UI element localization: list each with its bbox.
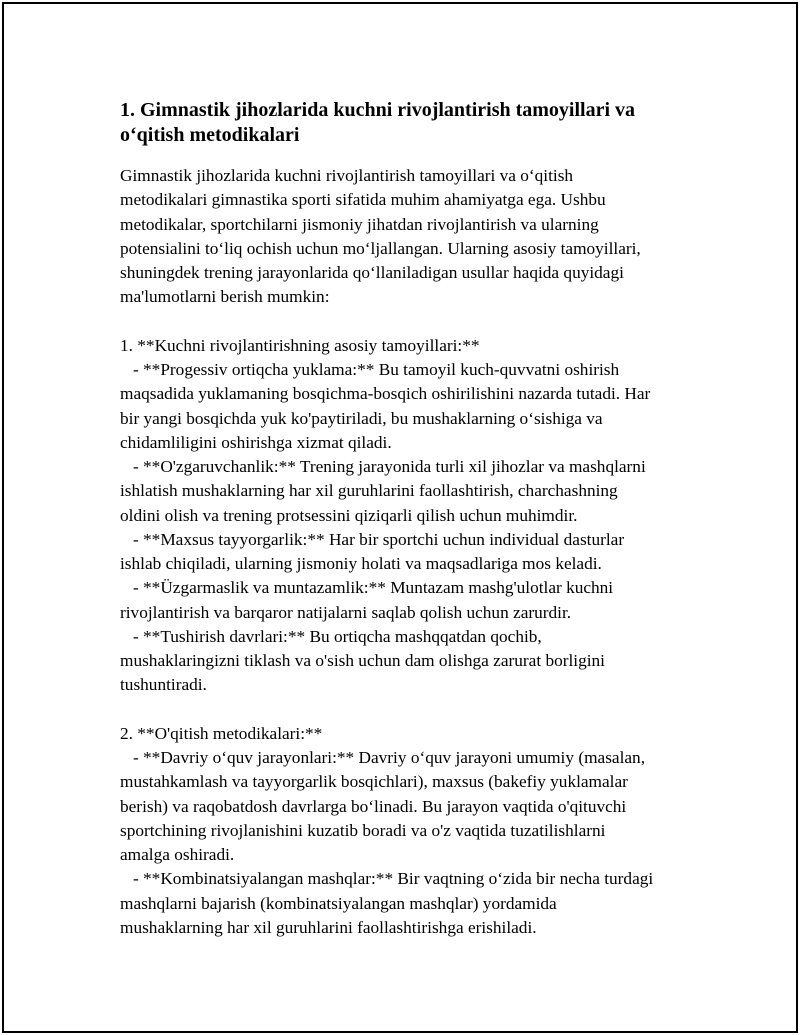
body-line: oldini olish va trening protsessini qiziqarli qilish uchun muhimdir. [120, 505, 578, 525]
blank-line [120, 310, 653, 334]
body-line: metodikalar, sportchilarni jismoniy jihatdan rivojlantirish va ularning [120, 214, 599, 234]
list-item-line: - **Davriy o‘quv jarayonlari:** Davriy o‘quv jarayoni umumiy (masalan, [120, 748, 646, 767]
body-line: ma'lumotlarni berish mumkin: [120, 287, 330, 307]
body-line: amalga oshiradi. [120, 845, 235, 864]
document-body [120, 164, 653, 940]
list-item-line: - **O'zgaruvchanlik:** Trening jarayonida turli xil jihozlar va mashqlarni [120, 457, 646, 476]
body-line: ishlatish mushaklarning har xil guruhlarini faollashtirish, charchashning [120, 481, 618, 501]
section-heading: 2. **O'qitish metodikalari:** [120, 723, 323, 743]
list-item-line: - **Progessiv ortiqcha yuklama:** Bu tamoyil kuch-quvvatni oshirish [120, 360, 620, 379]
document-title [120, 98, 635, 148]
body-line: tushuntiradi. [120, 675, 207, 695]
document-page [2, 2, 798, 1033]
title-line: o‘qitish metodikalari [120, 124, 300, 146]
body-line: rivojlantirish va barqaror natijalarni saqlab qolish uchun zarurdir. [120, 602, 572, 622]
list-item-line: - **Maxsus tayyorgarlik:** Har bir sportchi uchun individual dasturlar [120, 529, 625, 549]
body-line: berish) va raqobatdosh davrlarga bo‘linadi. Bu jarayon vaqtida o'qituvchi [120, 796, 627, 816]
body-line: chidamliligini oshirishga xizmat qiladi. [120, 432, 392, 452]
body-line: ishlab chiqiladi, ularning jismoniy holati va maqsadlariga mos keladi. [120, 554, 602, 573]
body-line: metodikalari gimnastika sporti sifatida muhim ahamiyatga ega. Ushbu [120, 190, 606, 210]
body-line: shuningdek trening jarayonlarida qo‘llaniladigan usullar haqida quyidagi [120, 263, 624, 282]
body-line: mashqlarni bajarish (kombinatsiyalangan mashqlar) yordamida [120, 893, 557, 913]
body-line: sportchining rivojlanishini kuzatib boradi va o'z vaqtida tuzatilishlarni [120, 820, 606, 840]
body-line: Gimnastik jihozlarida kuchni rivojlantirish tamoyillari va o‘qitish [120, 166, 574, 185]
body-line: mushaklaringizni tiklash va o'sish uchun dam olishga zarurat borligini [120, 651, 605, 670]
body-line: mustahkamlash va tayyorgarlik bosqichlari), maxsus (bakefiy yuklamalar [120, 772, 628, 792]
list-item-line: - **Kombinatsiyalangan mashqlar:** Bir vaqtning o‘zida bir necha turdagi [120, 869, 654, 889]
body-line: maqsadida yuklamaning bosqichma-bosqich oshirilishini nazarda tutadi. Har [120, 384, 651, 404]
body-line: potensialini to‘liq ochish uchun mo‘ljallangan. Ularning asosiy tamoyillari, [120, 238, 641, 258]
list-item-line: - **Üzgarmaslik va muntazamlik:** Muntazam mashg'ulotlar kuchni [120, 578, 614, 598]
title-line: 1. Gimnastik jihozlarida kuchni rivojlantirish tamoyillari va [120, 99, 636, 121]
body-line: bir yangi bosqichda yuk ko'paytiriladi, bu mushaklarning o‘sishiga va [120, 408, 603, 428]
body-line: mushaklarning har xil guruhlarini faollashtirishga erishiladi. [120, 917, 537, 937]
list-item-line: - **Tushirish davrlari:** Bu ortiqcha mashqqatdan qochib, [120, 626, 542, 646]
blank-line [120, 698, 653, 722]
section-heading: 1. **Kuchni rivojlantirishning asosiy tamoyillari:** [120, 335, 480, 355]
